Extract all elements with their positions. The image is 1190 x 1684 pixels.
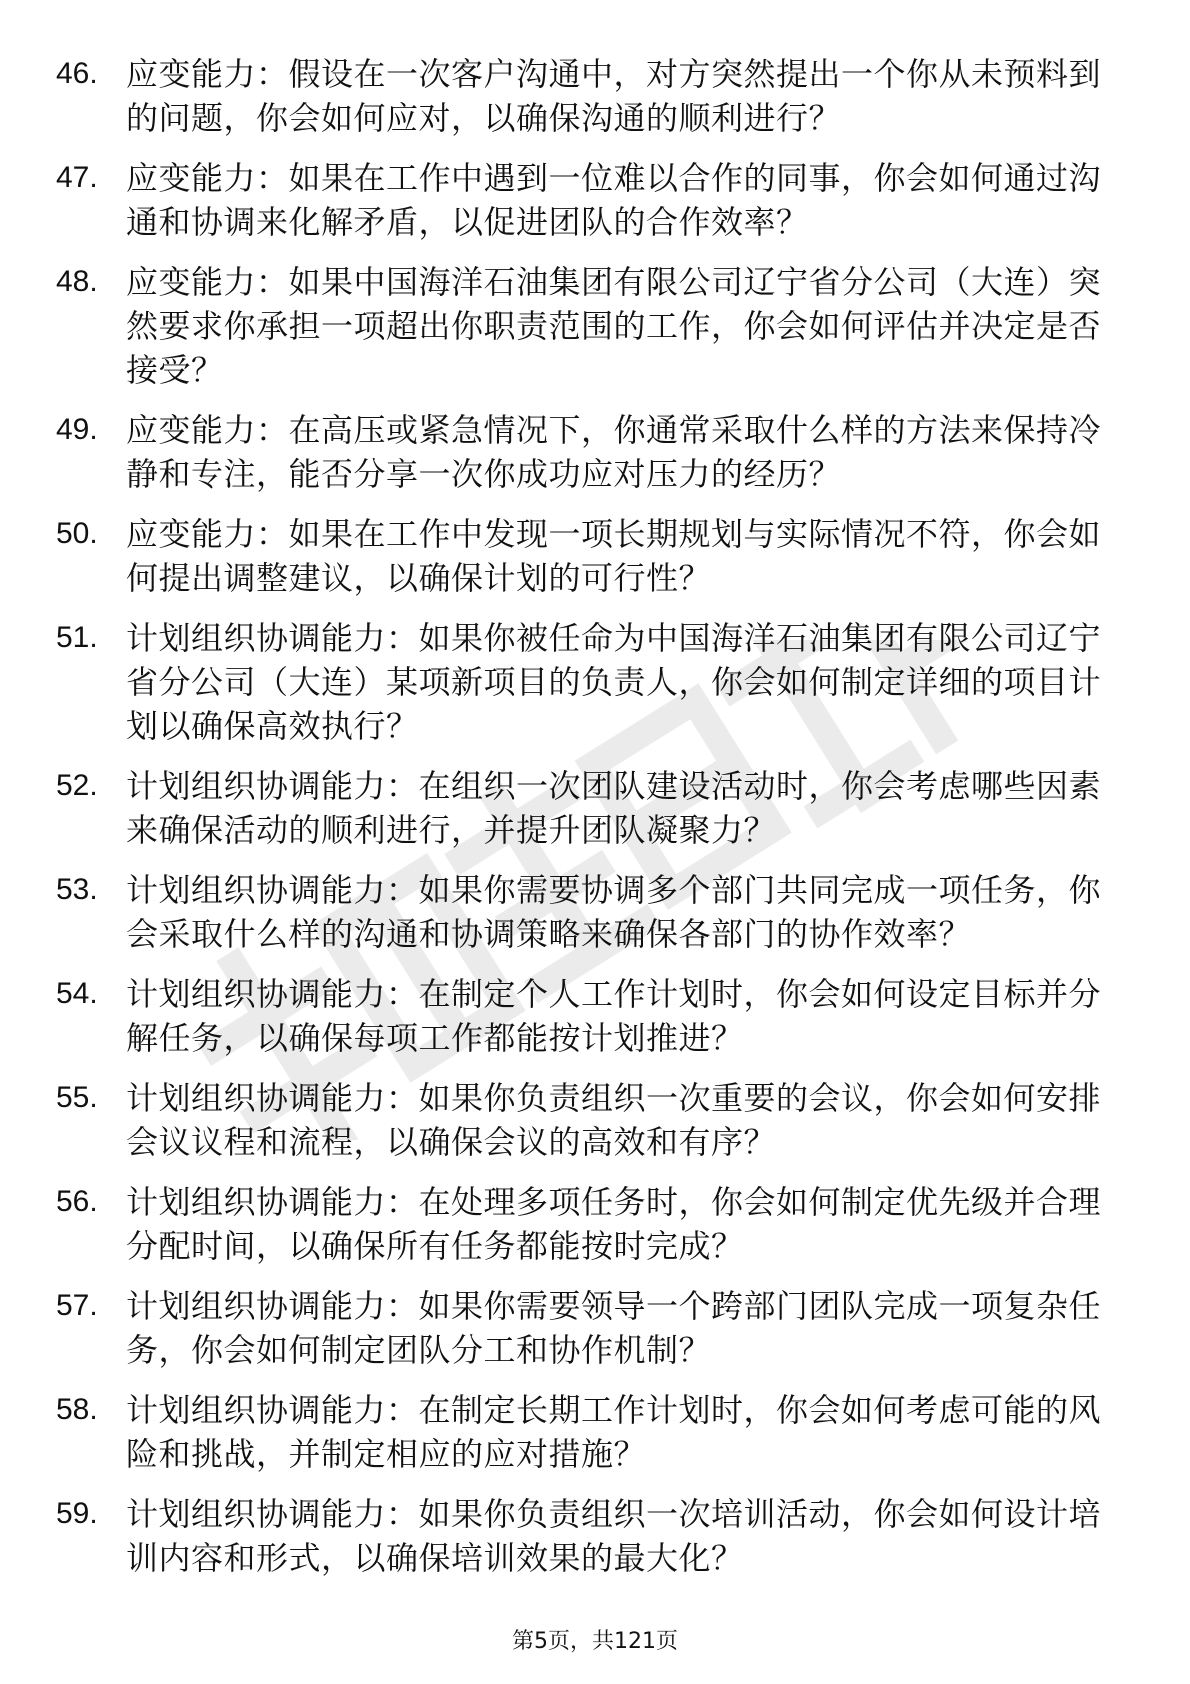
question-number: 49. bbox=[56, 413, 98, 446]
question-item bbox=[0, 156, 1190, 244]
question-text: 计划组织协调能力：如果你需要协调多个部门共同完成一项任务，你会采取什么样的沟通和协调策略来确保各部门的协作效率？ bbox=[126, 871, 1102, 953]
question-text: 应变能力：假设在一次客户沟通中，对方突然提出一个你从未预料到的问题，你会如何应对，以确保沟通的顺利进行？ bbox=[126, 55, 1102, 137]
question-text: 应变能力：如果在工作中发现一项长期规划与实际情况不符，你会如何提出调整建议，以确保计划的可行性？ bbox=[126, 515, 1102, 597]
question-item bbox=[0, 972, 1190, 1060]
question-text: 计划组织协调能力：如果你负责组织一次重要的会议，你会如何安排会议议程和流程，以确保会议的高效和有序？ bbox=[126, 1079, 1102, 1161]
question-text: 计划组织协调能力：如果你负责组织一次培训活动，你会如何设计培训内容和形式，以确保培训效果的最大化？ bbox=[126, 1495, 1102, 1577]
question-item bbox=[0, 1388, 1190, 1476]
question-text: 应变能力：在高压或紧急情况下，你通常采取什么样的方法来保持冷静和专注，能否分享一次你成功应对压力的经历？ bbox=[126, 411, 1102, 493]
question-number: 50. bbox=[56, 517, 98, 550]
question-item bbox=[0, 260, 1190, 392]
question-number: 46. bbox=[56, 57, 98, 90]
question-number: 51. bbox=[56, 621, 98, 654]
question-item bbox=[0, 764, 1190, 852]
question-number: 55. bbox=[56, 1081, 98, 1114]
question-text: 计划组织协调能力：如果你需要领导一个跨部门团队完成一项复杂任务，你会如何制定团队分工和协作机制？ bbox=[126, 1287, 1102, 1369]
question-text: 应变能力：如果在工作中遇到一位难以合作的同事，你会如何通过沟通和协调来化解矛盾，以促进团队的合作效率？ bbox=[126, 159, 1102, 241]
question-number: 58. bbox=[56, 1393, 98, 1426]
question-text: 计划组织协调能力：在组织一次团队建设活动时，你会考虑哪些因素来确保活动的顺利进行，并提升团队凝聚力？ bbox=[126, 767, 1102, 849]
page-footer: 第5页，共121页 bbox=[512, 1629, 678, 1654]
question-item bbox=[0, 1284, 1190, 1372]
question-number: 54. bbox=[56, 977, 98, 1010]
question-item bbox=[0, 868, 1190, 956]
question-text: 计划组织协调能力：在制定长期工作计划时，你会如何考虑可能的风险和挑战，并制定相应的应对措施？ bbox=[126, 1391, 1102, 1473]
question-item bbox=[0, 408, 1190, 496]
question-list bbox=[0, 52, 1190, 1596]
question-item bbox=[0, 52, 1190, 140]
question-item bbox=[0, 616, 1190, 748]
question-item bbox=[0, 1180, 1190, 1268]
question-number: 57. bbox=[56, 1289, 98, 1322]
question-number: 47. bbox=[56, 161, 98, 194]
question-item bbox=[0, 512, 1190, 600]
question-item bbox=[0, 1076, 1190, 1164]
question-text: 应变能力：如果中国海洋石油集团有限公司辽宁省分公司（大连）突然要求你承担一项超出你职责范围的工作，你会如何评估并决定是否接受？ bbox=[126, 263, 1102, 389]
question-item bbox=[0, 1492, 1190, 1580]
question-text: 计划组织协调能力：如果你被任命为中国海洋石油集团有限公司辽宁省分公司（大连）某项新项目的负责人，你会如何制定详细的项目计划以确保高效执行？ bbox=[126, 619, 1102, 745]
question-text: 计划组织协调能力：在处理多项任务时，你会如何制定优先级并合理分配时间，以确保所有任务都能按时完成？ bbox=[126, 1183, 1102, 1265]
question-number: 48. bbox=[56, 265, 98, 298]
question-number: 59. bbox=[56, 1497, 98, 1530]
question-number: 53. bbox=[56, 873, 98, 906]
question-number: 56. bbox=[56, 1185, 98, 1218]
question-text: 计划组织协调能力：在制定个人工作计划时，你会如何设定目标并分解任务，以确保每项工作都能按计划推进？ bbox=[126, 975, 1102, 1057]
question-number: 52. bbox=[56, 769, 98, 802]
